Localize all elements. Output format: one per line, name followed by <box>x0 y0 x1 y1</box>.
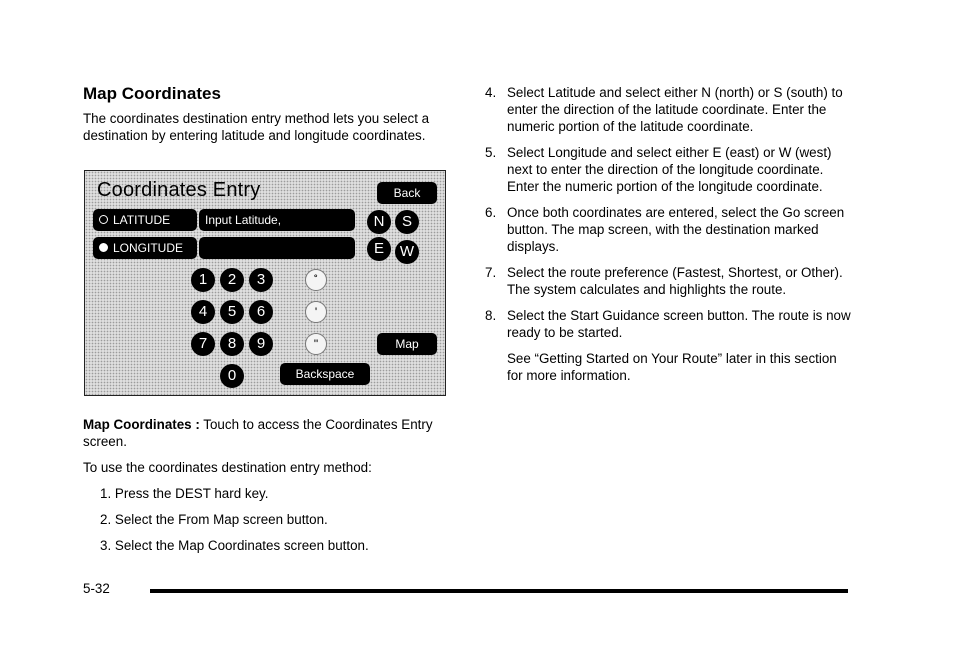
left-column <box>83 416 453 563</box>
key-8-button[interactable]: 8 <box>220 332 244 356</box>
right-column <box>485 84 855 397</box>
step-item: 2. Select the From Map screen button. <box>100 512 328 527</box>
step-text: Select the route preference (Fastest, Shortest, or Other). The system calculates and highlights the route. <box>507 265 843 297</box>
key-9-button[interactable]: 9 <box>249 332 273 356</box>
step-text: Select Longitude and select either E (east) or W (west) next to enter the direction of the longitude coordinate. Enter the numeric portion of the longitude coordinate. <box>507 145 832 194</box>
longitude-input[interactable] <box>199 237 355 259</box>
east-button[interactable]: E <box>367 237 391 261</box>
step-item: 1. Press the DEST hard key. <box>100 486 269 501</box>
section-heading: Map Coordinates <box>83 84 221 103</box>
see-note: See “Getting Started on Your Route” later in this section for more information. <box>507 351 837 383</box>
longitude-label: LONGITUDE <box>113 241 184 255</box>
step-item <box>485 204 855 255</box>
key-7-button[interactable]: 7 <box>191 332 215 356</box>
map-button[interactable]: Map <box>377 333 437 355</box>
step-text: Select the Start Guidance screen button. The route is now ready to be started. <box>507 308 851 340</box>
step-number: 8. <box>485 308 497 323</box>
use-intro: To use the coordinates destination entry method: <box>83 460 372 475</box>
back-button[interactable]: Back <box>377 182 437 204</box>
key-5-button[interactable]: 5 <box>220 300 244 324</box>
north-button[interactable]: N <box>367 210 391 234</box>
footer-rule <box>150 589 848 593</box>
step-item <box>485 307 855 341</box>
step-text: Select Latitude and select either N (north) or S (south) to enter the direction of the latitude coordinate. Enter the numeric portion of the latitude coordinate. <box>507 85 843 134</box>
step-item <box>485 144 855 195</box>
latitude-input[interactable]: Input Latitude, <box>199 209 355 231</box>
caption-term: Map Coordinates : <box>83 417 200 432</box>
south-button[interactable]: S <box>395 210 419 234</box>
key-3-button[interactable]: 3 <box>249 268 273 292</box>
latitude-radio-icon <box>99 215 108 224</box>
key-6-button[interactable]: 6 <box>249 300 273 324</box>
step-number: 6. <box>485 205 497 220</box>
longitude-radio-icon <box>99 243 108 252</box>
latitude-label: LATITUDE <box>113 213 171 227</box>
page-number: 5-32 <box>83 581 110 596</box>
degree-button[interactable]: ˚ <box>305 269 327 291</box>
coordinates-entry-screen <box>84 170 446 396</box>
latitude-button[interactable] <box>93 209 197 231</box>
key-4-button[interactable]: 4 <box>191 300 215 324</box>
step-number: 5. <box>485 145 497 160</box>
step-item <box>485 264 855 298</box>
caption-text: Touch to access the Coordinates Entry screen. <box>83 417 433 449</box>
minute-button[interactable]: ' <box>305 301 327 323</box>
screen-title: Coordinates Entry <box>97 179 261 201</box>
step-item: 3. Select the Map Coordinates screen button. <box>100 538 369 553</box>
step-number: 7. <box>485 265 497 280</box>
key-1-button[interactable]: 1 <box>191 268 215 292</box>
key-0-button[interactable]: 0 <box>220 364 244 388</box>
step-item <box>485 84 855 135</box>
backspace-button[interactable]: Backspace <box>280 363 370 385</box>
intro-paragraph: The coordinates destination entry method lets you select a destination by entering latitude and longitude coordinates. <box>83 111 430 143</box>
caption <box>83 416 453 450</box>
longitude-button[interactable] <box>93 237 197 259</box>
step-number: 4. <box>485 85 497 100</box>
key-2-button[interactable]: 2 <box>220 268 244 292</box>
second-button[interactable]: " <box>305 333 327 355</box>
step-text: Once both coordinates are entered, select the Go screen button. The map screen, with the destination marked displays. <box>507 205 845 254</box>
west-button[interactable]: W <box>395 240 419 264</box>
